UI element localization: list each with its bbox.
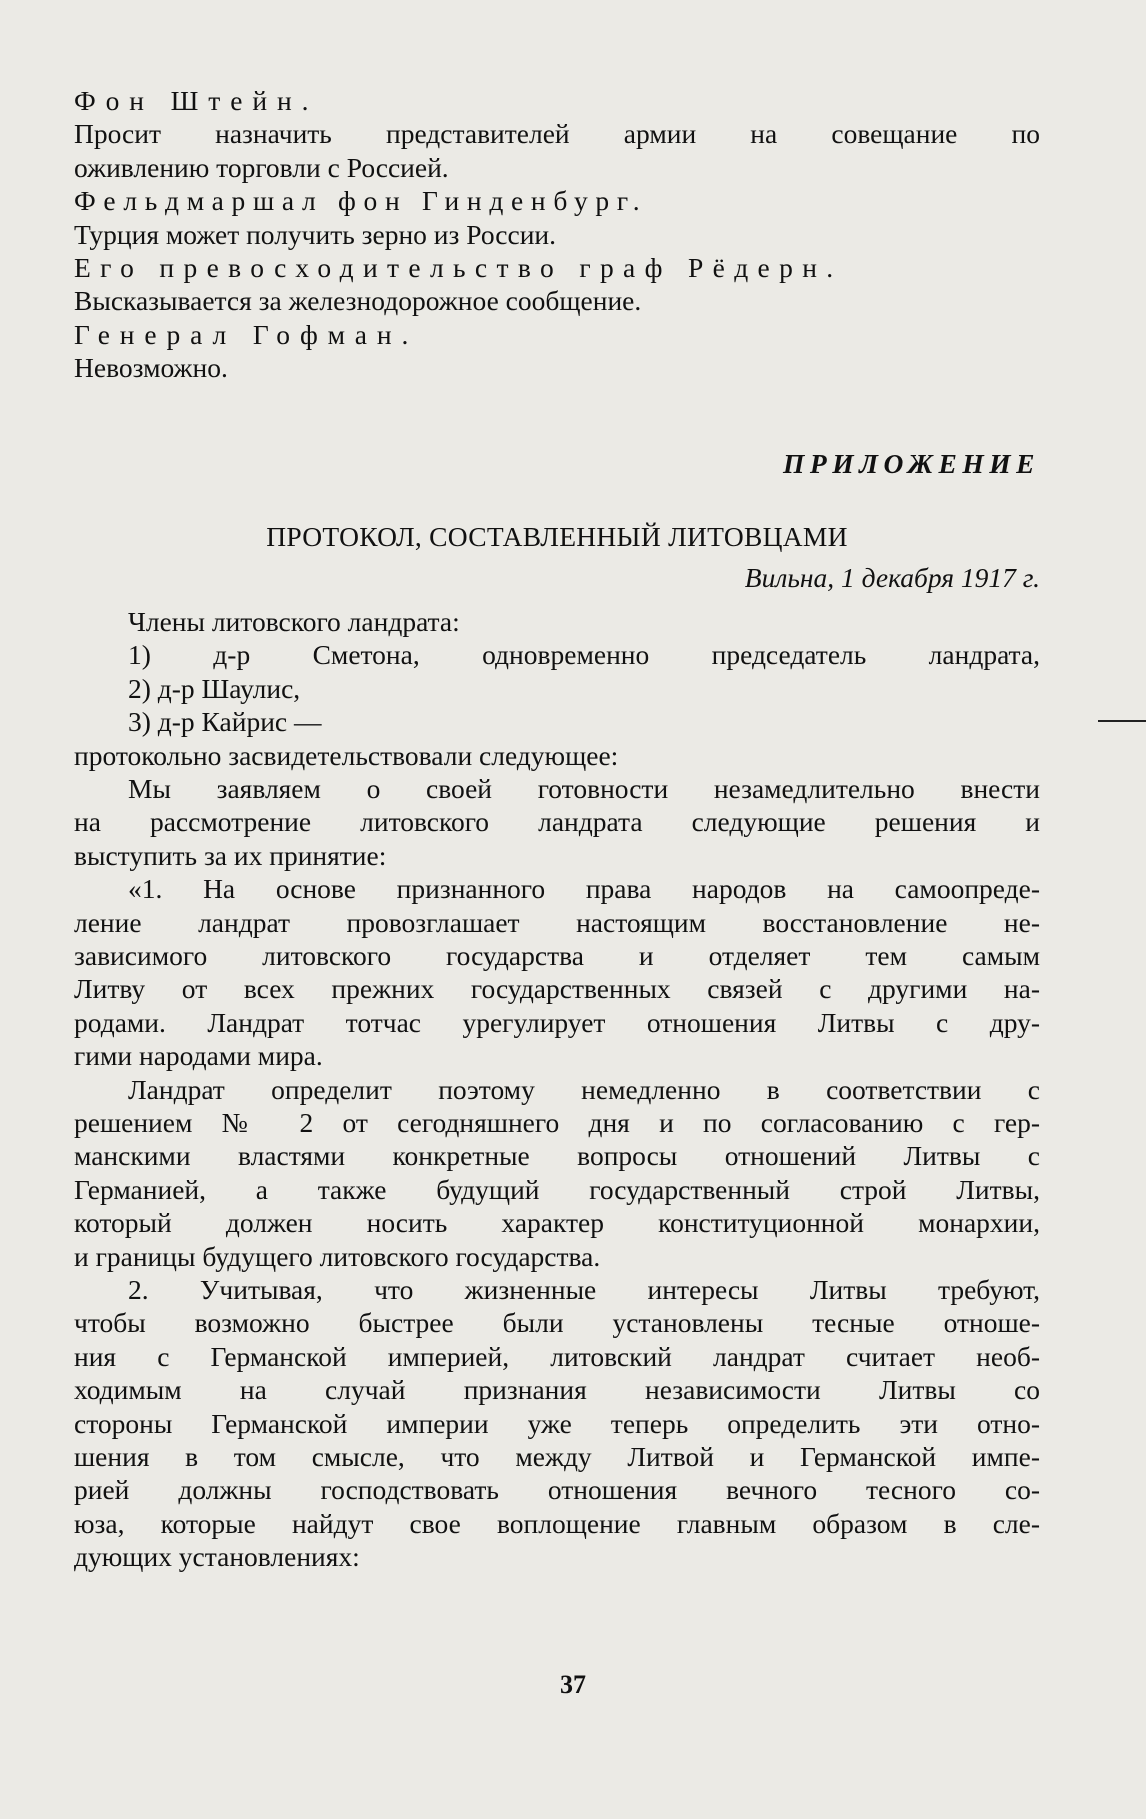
paragraph-line: Ландрат определит поэтому немедленно в соответствии с bbox=[128, 1073, 1040, 1105]
paragraph-line: «1. На основе признанного права народов на самоопреде- bbox=[128, 873, 1040, 905]
paragraph-line: шения в том смысле, что между Литвой и Германской импе- bbox=[74, 1441, 1040, 1473]
paragraph-line: стороны Германской империи уже теперь определить эти отно- bbox=[74, 1407, 1040, 1439]
paragraph-line: Мы заявляем о своей готовности незамедлительно внести bbox=[128, 772, 1040, 804]
paragraph-line: зависимого литовского государства и отделяет тем самым bbox=[74, 939, 1040, 971]
text-line: Просит назначить представителей армии на совещание по bbox=[74, 118, 1040, 150]
protocol-title: ПРОТОКОЛ, СОСТАВЛЕННЫЙ ЛИТОВЦАМИ bbox=[266, 521, 848, 553]
paragraph-line: гими народами мира. bbox=[74, 1040, 323, 1072]
margin-rule bbox=[1098, 720, 1146, 722]
paragraph-line: ния с Германской империей, литовский ландрат считает необ- bbox=[74, 1340, 1040, 1372]
paragraph-line: рией должны господствовать отношения вечного тесного со- bbox=[74, 1474, 1040, 1506]
paragraph-line: решением № 2 от сегодняшнего дня и по согласованию с гер- bbox=[74, 1106, 1040, 1138]
text-line: Невозможно. bbox=[74, 352, 228, 384]
paragraph-line: манскими властями конкретные вопросы отношений Литвы с bbox=[74, 1140, 1040, 1172]
speaker-hoffmann: Генерал Гофман. bbox=[74, 318, 419, 350]
text-line: Высказывается за железнодорожное сообщение. bbox=[74, 285, 642, 317]
list-item: 2) д-р Шаулис, bbox=[128, 672, 301, 704]
speaker-hindenburg: Фельдмаршал фон Гинденбург. bbox=[74, 185, 648, 217]
place-date: Вильна, 1 декабря 1917 г. bbox=[744, 562, 1040, 594]
speaker-roedern: Его превосходительство граф Рёдерн. bbox=[74, 252, 843, 284]
paragraph-line: протокольно засвидетельствовали следующее: bbox=[74, 739, 619, 771]
paragraph-line: и границы будущего литовского государства. bbox=[74, 1240, 601, 1272]
paragraph-line: на рассмотрение литовского ландрата следующие решения и bbox=[74, 806, 1040, 838]
paragraph-line: чтобы возможно быстрее были установлены тесные отноше- bbox=[74, 1307, 1040, 1339]
paragraph-line: который должен носить характер конституционной монархии, bbox=[74, 1207, 1040, 1239]
paragraph-line: юза, которые найдут свое воплощение главным образом в сле- bbox=[74, 1507, 1040, 1539]
paragraph-line: Германией, а также будущий государственный строй Литвы, bbox=[74, 1173, 1040, 1205]
list-item: 3) д-р Кайрис — bbox=[128, 706, 322, 738]
paragraph-line: ление ландрат провозглашает настоящим восстановление не- bbox=[74, 906, 1040, 938]
paragraph-line: родами. Ландрат тотчас урегулирует отношения Литвы с дру- bbox=[74, 1006, 1040, 1038]
paragraph-line: ходимым на случай признания независимости Литвы со bbox=[74, 1374, 1040, 1406]
paragraph-line: выступить за их принятие: bbox=[74, 839, 387, 871]
paragraph-line: дующих установлениях: bbox=[74, 1541, 360, 1573]
text-column bbox=[74, 84, 1040, 1574]
text-line: оживлению торговли с Россией. bbox=[74, 151, 449, 183]
paragraph-line: Литву от всех прежних государственных связей с другими на- bbox=[74, 973, 1040, 1005]
text-line: Турция может получить зерно из России. bbox=[74, 218, 557, 250]
paragraph-line: Члены литовского ландрата: bbox=[128, 605, 460, 637]
list-item: 1) д-р Сметона, одновременно председатель ландрата, bbox=[128, 639, 1040, 671]
paragraph-line: 2. Учитывая, что жизненные интересы Литвы требуют, bbox=[128, 1274, 1040, 1305]
appendix-heading: ПРИЛОЖЕНИЕ bbox=[783, 447, 1040, 479]
page-number: 37 bbox=[560, 1670, 586, 1699]
speaker-stein: Фон Штейн. bbox=[74, 85, 319, 116]
